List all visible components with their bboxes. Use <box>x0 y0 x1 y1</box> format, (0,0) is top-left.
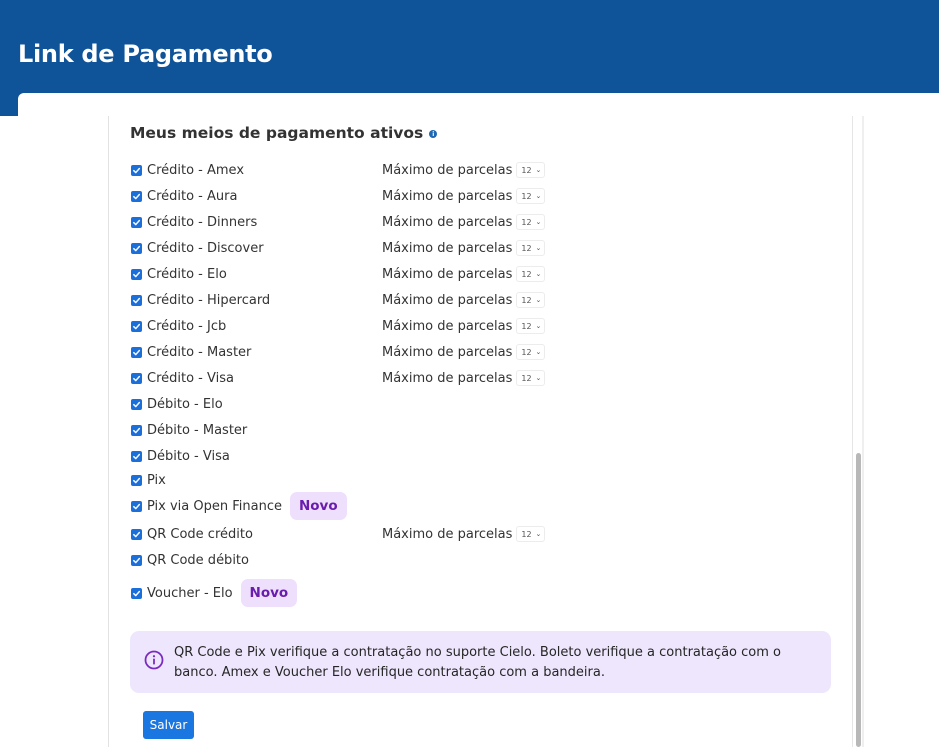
max-parcelas-select[interactable] <box>516 162 545 178</box>
chevron-down-icon: ⌄ <box>535 270 542 278</box>
check-icon <box>132 244 141 253</box>
payment-method-label: Crédito - Dinners <box>147 214 258 230</box>
max-parcelas-group <box>382 238 545 258</box>
payment-method-row <box>131 160 244 180</box>
info-circle-icon <box>144 650 164 670</box>
check-icon <box>132 322 141 331</box>
payment-method-label: QR Code crédito <box>147 526 253 542</box>
max-parcelas-group <box>382 290 545 310</box>
check-icon <box>132 426 141 435</box>
check-icon <box>132 452 141 461</box>
payment-method-checkbox[interactable] <box>131 475 142 486</box>
chevron-down-icon: ⌄ <box>535 530 542 538</box>
max-parcelas-value: 12 <box>521 373 532 383</box>
max-parcelas-select[interactable] <box>516 214 545 230</box>
payment-method-checkbox[interactable] <box>131 321 142 332</box>
max-parcelas-value: 12 <box>521 191 532 201</box>
payment-method-checkbox[interactable] <box>131 425 142 436</box>
max-parcelas-select[interactable] <box>516 188 545 204</box>
max-parcelas-label: Máximo de parcelas <box>382 266 513 282</box>
max-parcelas-select[interactable] <box>516 344 545 360</box>
payment-method-label: Débito - Elo <box>147 396 223 412</box>
check-icon <box>132 166 141 175</box>
max-parcelas-label: Máximo de parcelas <box>382 214 513 230</box>
payment-method-checkbox[interactable] <box>131 588 142 599</box>
payment-method-row <box>131 550 249 570</box>
payment-method-checkbox[interactable] <box>131 347 142 358</box>
max-parcelas-group <box>382 160 545 180</box>
info-alert <box>130 631 831 693</box>
payment-method-checkbox[interactable] <box>131 373 142 384</box>
section-title <box>130 124 437 142</box>
panel-right-border <box>852 116 853 747</box>
payment-method-checkbox[interactable] <box>131 399 142 410</box>
payment-method-label: Débito - Master <box>147 422 248 438</box>
payment-method-label: Débito - Visa <box>147 448 230 464</box>
payment-method-label: Crédito - Jcb <box>147 318 227 334</box>
max-parcelas-label: Máximo de parcelas <box>382 370 513 386</box>
check-icon <box>132 589 141 598</box>
check-icon <box>132 374 141 383</box>
payment-method-label: Crédito - Master <box>147 344 252 360</box>
payment-method-checkbox[interactable] <box>131 165 142 176</box>
payment-method-row <box>131 470 166 490</box>
check-icon <box>132 556 141 565</box>
max-parcelas-select[interactable] <box>516 240 545 256</box>
max-parcelas-select[interactable] <box>516 370 545 386</box>
chevron-down-icon: ⌄ <box>535 218 542 226</box>
payment-method-checkbox[interactable] <box>131 269 142 280</box>
payment-method-checkbox[interactable] <box>131 243 142 254</box>
payment-method-row <box>131 290 270 310</box>
payment-method-row <box>131 186 237 206</box>
payment-method-label: Voucher - Elo <box>147 585 233 601</box>
payment-method-row <box>131 238 264 258</box>
max-parcelas-label: Máximo de parcelas <box>382 162 513 178</box>
new-badge: Novo <box>290 492 347 520</box>
chevron-down-icon: ⌄ <box>535 322 542 330</box>
payment-method-label: Pix <box>147 472 166 488</box>
payment-method-row <box>131 264 227 284</box>
max-parcelas-select[interactable] <box>516 292 545 308</box>
max-parcelas-value: 12 <box>521 165 532 175</box>
check-icon <box>132 400 141 409</box>
payment-method-row <box>131 446 230 466</box>
chevron-down-icon: ⌄ <box>535 348 542 356</box>
payment-method-row <box>131 583 297 603</box>
page-title: Link de Pagamento <box>18 40 273 68</box>
check-icon <box>132 348 141 357</box>
panel-left-border <box>108 116 109 747</box>
payment-method-checkbox[interactable] <box>131 295 142 306</box>
scrollbar-track <box>862 116 864 747</box>
max-parcelas-value: 12 <box>521 321 532 331</box>
save-button[interactable]: Salvar <box>143 711 194 739</box>
max-parcelas-label: Máximo de parcelas <box>382 188 513 204</box>
section-title-text: Meus meios de pagamento ativos <box>130 124 424 142</box>
payment-method-row <box>131 394 223 414</box>
payment-method-checkbox[interactable] <box>131 451 142 462</box>
max-parcelas-group <box>382 316 545 336</box>
max-parcelas-group <box>382 212 545 232</box>
max-parcelas-group <box>382 368 545 388</box>
max-parcelas-group <box>382 524 545 544</box>
check-icon <box>132 218 141 227</box>
max-parcelas-value: 12 <box>521 295 532 305</box>
max-parcelas-label: Máximo de parcelas <box>382 292 513 308</box>
max-parcelas-value: 12 <box>521 529 532 539</box>
max-parcelas-label: Máximo de parcelas <box>382 318 513 334</box>
alert-text: QR Code e Pix verifique a contratação no suporte Cielo. Boleto verifique a contratação com o banco. Amex e Voucher Elo verifique contratação com a bandeira. <box>174 645 781 680</box>
max-parcelas-label: Máximo de parcelas <box>382 240 513 256</box>
check-icon <box>132 476 141 485</box>
check-icon <box>132 530 141 539</box>
payment-method-checkbox[interactable] <box>131 217 142 228</box>
chevron-down-icon: ⌄ <box>535 192 542 200</box>
scrollbar-thumb[interactable] <box>856 453 861 747</box>
check-icon <box>132 192 141 201</box>
max-parcelas-value: 12 <box>521 269 532 279</box>
payment-method-checkbox[interactable] <box>131 529 142 540</box>
payment-method-checkbox[interactable] <box>131 501 142 512</box>
payment-method-row <box>131 524 253 544</box>
payment-method-label: Pix via Open Finance <box>147 498 282 514</box>
payment-method-label: QR Code débito <box>147 552 249 568</box>
check-icon <box>132 270 141 279</box>
max-parcelas-select[interactable] <box>516 526 545 542</box>
payment-method-label: Crédito - Elo <box>147 266 227 282</box>
new-badge: Novo <box>241 579 298 607</box>
payment-method-label: Crédito - Aura <box>147 188 238 204</box>
payment-method-row <box>131 496 347 516</box>
payment-method-row <box>131 212 257 232</box>
chevron-down-icon: ⌄ <box>535 374 542 382</box>
max-parcelas-group <box>382 342 545 362</box>
max-parcelas-value: 12 <box>521 243 532 253</box>
payment-method-checkbox[interactable] <box>131 555 142 566</box>
check-icon <box>132 502 141 511</box>
payment-method-row <box>131 342 251 362</box>
payment-method-label: Crédito - Visa <box>147 370 234 386</box>
payment-method-label: Crédito - Discover <box>147 240 264 256</box>
payment-method-checkbox[interactable] <box>131 191 142 202</box>
check-icon <box>132 296 141 305</box>
max-parcelas-select[interactable] <box>516 266 545 282</box>
payment-method-row <box>131 368 234 388</box>
max-parcelas-label: Máximo de parcelas <box>382 526 513 542</box>
payment-method-row <box>131 316 226 336</box>
payment-method-label: Crédito - Amex <box>147 162 245 178</box>
info-icon[interactable]: i <box>429 130 437 138</box>
max-parcelas-group <box>382 264 545 284</box>
max-parcelas-value: 12 <box>521 347 532 357</box>
max-parcelas-label: Máximo de parcelas <box>382 344 513 360</box>
chevron-down-icon: ⌄ <box>535 244 542 252</box>
max-parcelas-select[interactable] <box>516 318 545 334</box>
payment-method-label: Crédito - Hipercard <box>147 292 271 308</box>
chevron-down-icon: ⌄ <box>535 296 542 304</box>
payment-method-row <box>131 420 247 440</box>
chevron-down-icon: ⌄ <box>535 166 542 174</box>
max-parcelas-value: 12 <box>521 217 532 227</box>
max-parcelas-group <box>382 186 545 206</box>
